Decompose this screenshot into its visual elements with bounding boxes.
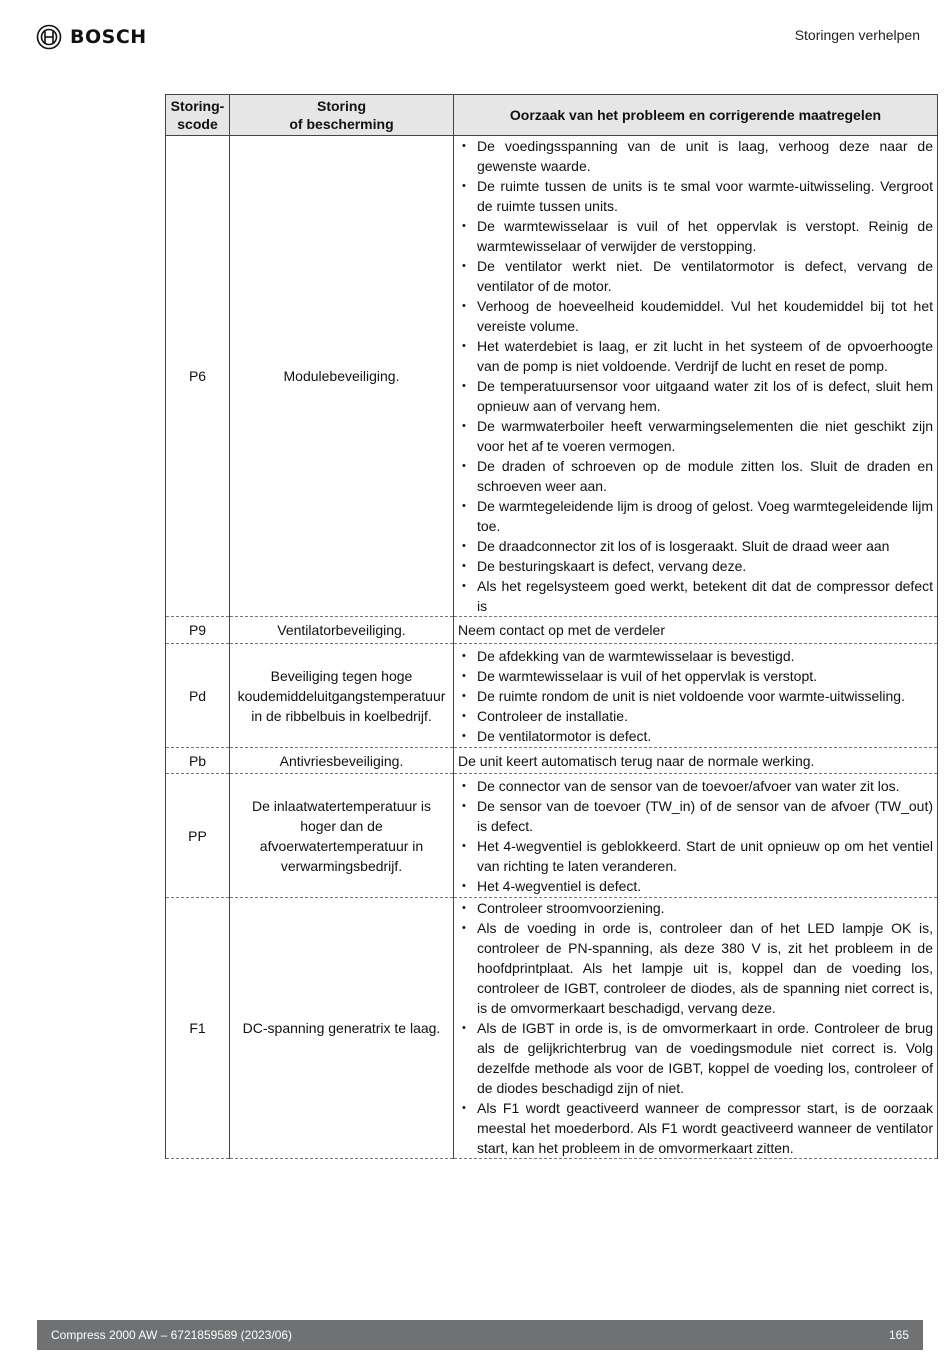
header-code: Storing- scode <box>166 95 230 136</box>
list-item: • Het waterdebiet is laag, er zit lucht in het systeem of de opvoerhoogte van de pomp is niet voldoende. Verdrijf de lucht en reset de pomp. <box>458 336 933 376</box>
cause-text: Neem contact op met de verdeler <box>458 622 665 638</box>
table-row <box>166 774 938 898</box>
list-item: • De sensor van de toevoer (TW_in) of de sensor van de afvoer (TW_out) is defect. <box>458 796 933 836</box>
list-item: • De warmwaterboiler heeft verwarmingselementen die niet geschikt zijn voor het af te voeren vermogen. <box>458 416 933 456</box>
list-item: • Controleer stroomvoorziening. <box>458 898 933 918</box>
list-item: • Als de voeding in orde is, controleer dan of het LED lampje OK is, controleer de PN-spanning, als deze 380 V is, zit het probleem in de hoofdprintplaat. Als het lampje uit is, koppel dan de voeding los, controleer de IGBT, controleer de diodes, als de spanning niet correct is, is de omvormerkaart beschadigd, vervang deze. <box>458 918 933 1018</box>
table-row <box>166 644 938 748</box>
list-item: • De temperatuursensor voor uitgaand water zit los of is defect, sluit hem opnieuw aan of vervang hem. <box>458 376 933 416</box>
fault-cause <box>454 136 938 617</box>
fault-code: Pb <box>166 748 230 774</box>
fault-code: F1 <box>166 898 230 1159</box>
fault-code: P6 <box>166 136 230 617</box>
cause-text: De unit keert automatisch terug naar de normale werking. <box>458 752 815 769</box>
cause-list <box>458 136 933 616</box>
fault-protection: DC-spanning generatrix te laag. <box>230 898 454 1159</box>
cause-list <box>458 898 933 1158</box>
list-item: • De afdekking van de warmtewisselaar is bevestigd. <box>458 646 933 666</box>
list-item: • Als het regelsysteem goed werkt, betekent dit dat de compressor defect is <box>458 576 933 616</box>
list-item: • Controleer de installatie. <box>458 706 933 726</box>
table-row <box>166 748 938 774</box>
list-item: • De draden of schroeven op de module zitten los. Sluit de draden en schroeven weer aan. <box>458 456 933 496</box>
list-item: • De besturingskaart is defect, vervang deze. <box>458 556 933 576</box>
table-row <box>166 136 938 617</box>
cause-list <box>458 776 933 896</box>
list-item: • Als F1 wordt geactiveerd wanneer de compressor start, is de oorzaak meestal het moederbord. Als F1 wordt geactiveerd wanneer de ventilator start, kan het probleem in de omvormerkaart zitten. <box>458 1098 933 1158</box>
list-item: • De ruimte tussen de units is te smal voor warmte-uitwisseling. Vergroot de ruimte tussen units. <box>458 176 933 216</box>
fault-code: PP <box>166 774 230 898</box>
fault-protection: De inlaatwatertemperatuur is hoger dan de afvoerwatertemperatuur in verwarmingsbedrijf. <box>230 774 454 898</box>
list-item: • De draadconnector zit los of is losgeraakt. Sluit de draad weer aan <box>458 536 933 556</box>
list-item: • De warmtewisselaar is vuil of het oppervlak is verstopt. <box>458 666 933 686</box>
bosch-logo-icon <box>36 24 62 50</box>
fault-cause <box>454 898 938 1159</box>
list-item: • De connector van de sensor van de toevoer/afvoer van water zit los. <box>458 776 933 796</box>
section-title: Storingen verhelpen <box>794 27 920 43</box>
list-item: • Verhoog de hoeveelheid koudemiddel. Vul het koudemiddel bij tot het vereiste volume. <box>458 296 933 336</box>
cause-list <box>458 646 933 746</box>
brand <box>36 24 147 50</box>
list-item: • De ruimte rondom de unit is niet voldoende voor warmte-uitwisseling. <box>458 686 933 706</box>
fault-code: P9 <box>166 617 230 644</box>
fault-cause <box>454 774 938 898</box>
fault-protection: Beveiliging tegen hoge koudemiddeluitgangstemperatuur in de ribbelbuis in koelbedrijf. <box>230 644 454 748</box>
list-item: • De warmtewisselaar is vuil of het oppervlak is verstopt. Reinig de warmtewisselaar of verwijder de verstopping. <box>458 216 933 256</box>
list-item: • Het 4-wegventiel is geblokkeerd. Start de unit opnieuw op om het ventiel van richting te laten veranderen. <box>458 836 933 876</box>
fault-protection: Ventilatorbeveiliging. <box>230 617 454 644</box>
footer <box>37 1320 923 1350</box>
list-item: • De warmtegeleidende lijm is droog of gelost. Voeg warmtegeleidende lijm toe. <box>458 496 933 536</box>
list-item: • Als de IGBT in orde is, is de omvormerkaart in orde. Controleer de brug als de gelijkrichterbrug van de voedingsmodule niet correct is. Volg dezelfde methode als voor de IGBT, koppel de voeding los, controleer of de diodes beschadigd zijn of niet. <box>458 1018 933 1098</box>
footer-doc: Compress 2000 AW – 6721859589 (2023/06) <box>51 1328 293 1342</box>
fault-table-body <box>166 136 938 1159</box>
fault-cause <box>454 617 938 644</box>
brand-name: BOSCH <box>70 26 147 48</box>
header-protection: Storing of bescherming <box>230 95 454 136</box>
fault-protection: Antivriesbeveiliging. <box>230 748 454 774</box>
list-item: • De ventilatormotor is defect. <box>458 726 933 746</box>
fault-table <box>165 94 938 1159</box>
page-number: 165 <box>888 1328 909 1342</box>
table-row <box>166 898 938 1159</box>
fault-code: Pd <box>166 644 230 748</box>
list-item: • De voedingsspanning van de unit is laag, verhoog deze naar de gewenste waarde. <box>458 136 933 176</box>
table-row <box>166 617 938 644</box>
header-cause: Oorzaak van het probleem en corrigerende maatregelen <box>454 95 938 136</box>
list-item: • De ventilator werkt niet. De ventilatormotor is defect, vervang de ventilator of de motor. <box>458 256 933 296</box>
fault-cause <box>454 644 938 748</box>
list-item: • Het 4-wegventiel is defect. <box>458 876 933 896</box>
fault-cause <box>454 748 938 774</box>
table-header-row <box>166 95 938 136</box>
fault-protection: Modulebeveiliging. <box>230 136 454 617</box>
